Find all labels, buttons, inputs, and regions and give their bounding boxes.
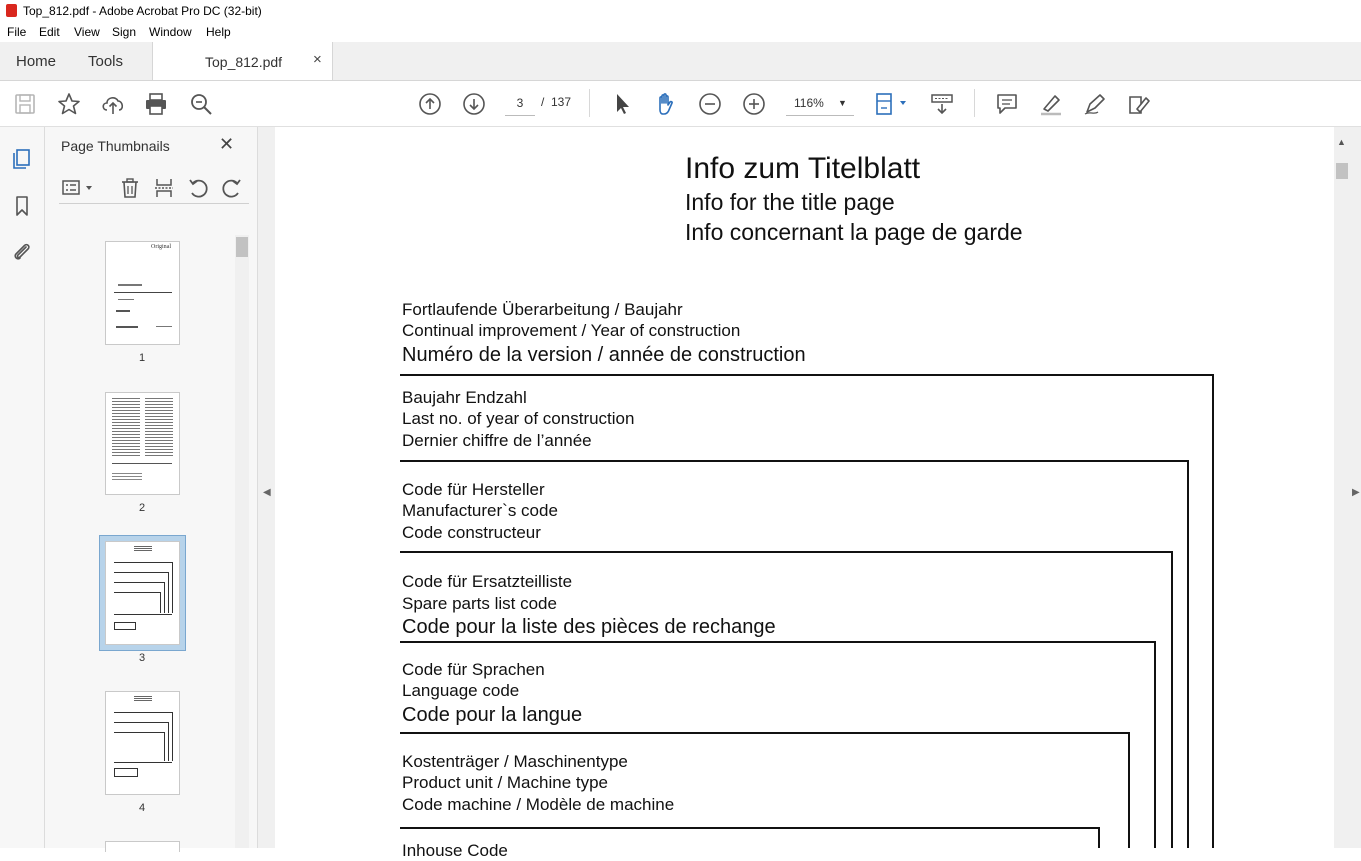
page-subtitle-fr: Info concernant la page de garde [685, 219, 1023, 245]
tab-document[interactable] [152, 42, 333, 80]
section-de: Code für Hersteller [402, 480, 545, 499]
section-de: Baujahr Endzahl [402, 388, 527, 407]
page-thumbnail-4[interactable] [105, 691, 180, 795]
section-fr: Code pour la langue [402, 704, 583, 726]
close-icon[interactable]: ✕ [219, 134, 235, 154]
chevron-down-icon: ▼ [838, 98, 847, 108]
tab-home[interactable]: Home [16, 53, 57, 70]
trash-icon[interactable] [119, 177, 141, 199]
star-icon[interactable] [56, 91, 82, 117]
bookmark-icon[interactable] [10, 194, 34, 218]
chevron-right-icon: ▶ [1352, 487, 1360, 498]
search-zoom-icon[interactable] [188, 91, 214, 117]
thumbnail-label-3: 3 [138, 652, 146, 664]
draw-pen-icon[interactable] [1082, 91, 1108, 117]
bracket-line [1171, 551, 1173, 848]
acrobat-app-icon [6, 4, 17, 17]
bracket-line [400, 641, 1156, 643]
panel-title: Page Thumbnails [61, 138, 170, 154]
page-thumbnail-2[interactable] [105, 392, 180, 495]
menu-help[interactable]: Help [206, 25, 231, 39]
window-title: Top_812.pdf - Adobe Acrobat Pro DC (32-bit) [23, 4, 262, 18]
section-de: Kostenträger / Maschinentype [402, 752, 628, 771]
toolbar-divider [589, 89, 590, 117]
hand-tool-icon[interactable] [653, 91, 679, 117]
bracket-line [400, 460, 1189, 462]
comment-icon[interactable] [994, 91, 1020, 117]
section-en: Manufacturer`s code [402, 501, 558, 520]
navigation-rail [0, 127, 45, 848]
thumbnail-label-2: 2 [138, 502, 146, 514]
section-en: Language code [402, 681, 520, 700]
right-panel-handle[interactable] [1350, 127, 1361, 848]
menu-sign[interactable]: Sign [112, 25, 137, 39]
scroll-up-icon[interactable]: ▲ [1337, 137, 1346, 147]
thumbnail-label-1: 1 [138, 352, 146, 364]
previous-page-icon[interactable] [417, 91, 443, 117]
page-thumbnails-panel [45, 127, 258, 848]
tab-bar [0, 42, 1361, 81]
section-en: Last no. of year of construction [402, 409, 635, 428]
tab-tools[interactable]: Tools [88, 53, 124, 70]
rotate-clockwise-icon[interactable] [221, 177, 243, 199]
extract-pages-icon[interactable] [153, 177, 175, 199]
scrolling-mode-icon[interactable] [929, 91, 955, 117]
page-title: Info zum Titelblatt [685, 152, 921, 185]
menu-file[interactable]: File [7, 25, 27, 39]
page-thumbnail-3[interactable] [105, 541, 180, 645]
section-de: Inhouse Code [402, 841, 508, 860]
page-thumbnail-5[interactable] [105, 841, 180, 852]
menu-edit[interactable]: Edit [39, 25, 60, 39]
page-thumbnail-1[interactable] [105, 241, 180, 345]
page-separator: / [541, 95, 545, 109]
zoom-level-dropdown[interactable] [786, 91, 854, 116]
page-thumbnails-icon[interactable] [10, 147, 34, 171]
section-fr: Code pour la liste des pièces de rechange [402, 616, 776, 638]
save-icon[interactable] [12, 91, 38, 117]
upload-cloud-icon[interactable] [100, 91, 126, 117]
bracket-line [1212, 374, 1214, 848]
bracket-line [400, 374, 1214, 376]
document-scrollbar-thumb[interactable] [1336, 163, 1348, 179]
section-fr: Code machine / Modèle de machine [402, 795, 675, 814]
section-en: Continual improvement / Year of construction [402, 321, 741, 340]
print-icon[interactable] [143, 91, 169, 117]
thumbnail-options-icon[interactable] [61, 177, 97, 199]
bracket-line [1187, 460, 1189, 848]
attachment-icon[interactable] [10, 240, 34, 264]
bracket-line [1128, 732, 1130, 848]
select-cursor-icon[interactable] [609, 91, 635, 117]
document-scrollbar[interactable] [1334, 127, 1350, 848]
zoom-in-icon[interactable] [741, 91, 767, 117]
bracket-line [400, 551, 1173, 553]
section-fr: Numéro de la version / année de construction [402, 344, 806, 366]
fit-page-icon[interactable] [874, 91, 910, 117]
collapse-panel-handle[interactable] [258, 127, 275, 848]
section-en: Product unit / Machine type [402, 773, 609, 792]
bracket-line [400, 827, 1100, 829]
highlight-pen-icon[interactable] [1038, 91, 1064, 117]
section-de: Code für Sprachen [402, 660, 545, 679]
menu-window[interactable]: Window [149, 25, 192, 39]
current-page-input[interactable]: 3 [505, 91, 535, 116]
zoom-out-icon[interactable] [697, 91, 723, 117]
tab-document-label: Top_812.pdf [205, 54, 283, 70]
thumbnail-label-4: 4 [138, 802, 146, 814]
section-de: Fortlaufende Überarbeitung / Baujahr [402, 300, 683, 319]
bracket-line [1098, 827, 1100, 848]
title-bar [0, 0, 1361, 22]
section-fr: Dernier chiffre de l’année [402, 431, 592, 450]
panel-toolbar [59, 175, 249, 204]
rotate-counterclockwise-icon[interactable] [187, 177, 209, 199]
thumbnail-text: Original [151, 244, 171, 250]
main-toolbar [0, 81, 1361, 127]
menu-view[interactable]: View [74, 25, 100, 39]
section-fr: Code constructeur [402, 523, 541, 542]
chevron-left-icon: ◀ [263, 487, 271, 498]
zoom-level-value: 116% [794, 96, 824, 110]
tab-close-icon[interactable]: × [313, 51, 322, 68]
section-de: Code für Ersatzteilliste [402, 572, 573, 591]
menu-bar [0, 22, 1361, 42]
page-subtitle-en: Info for the title page [685, 189, 895, 215]
section-en: Spare parts list code [402, 594, 557, 613]
bracket-line [400, 732, 1130, 734]
page-count: 137 [551, 95, 572, 109]
panel-scrollbar[interactable] [235, 235, 249, 848]
toolbar-divider [974, 89, 975, 117]
panel-scrollbar-thumb[interactable] [236, 237, 248, 257]
bracket-line [1154, 641, 1156, 848]
next-page-icon[interactable] [461, 91, 487, 117]
fill-sign-icon[interactable] [1126, 91, 1152, 117]
